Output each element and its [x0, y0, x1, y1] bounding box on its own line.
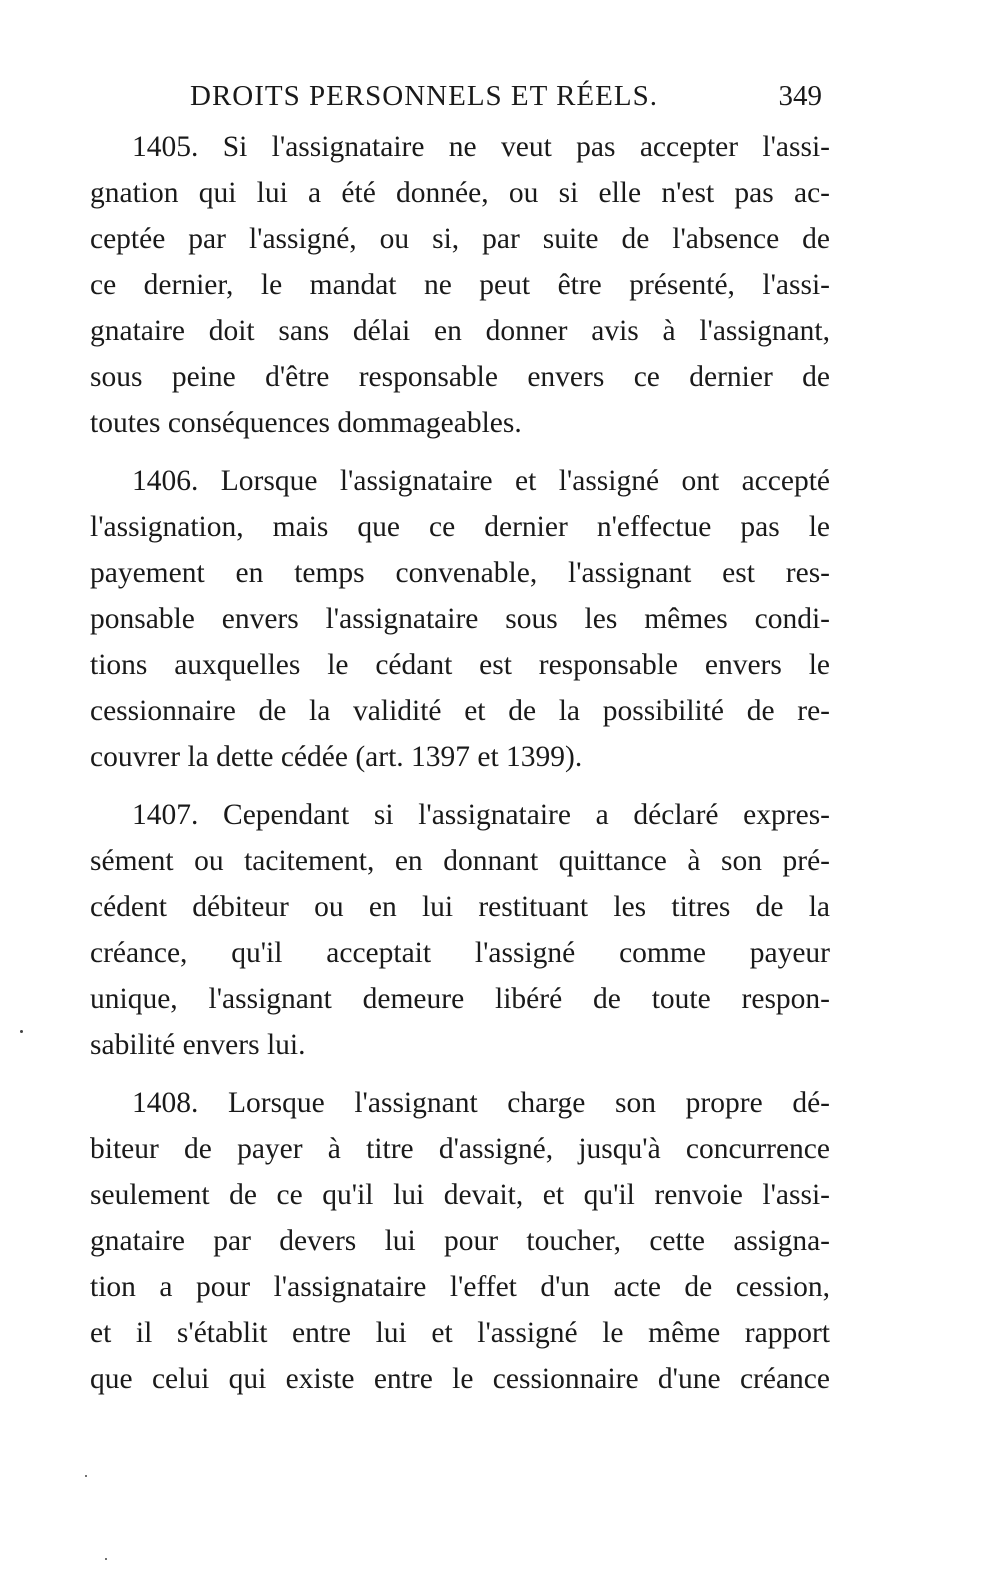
text-line: sous peine d'être responsable envers ce dernier de	[90, 361, 830, 393]
text-line: 1407. Cependant si l'assignataire a déclaré expres-	[132, 799, 830, 831]
book-page	[90, 0, 830, 1584]
scan-speck	[105, 1558, 107, 1560]
running-head	[90, 80, 830, 116]
text-line: tion a pour l'assignataire l'effet d'un acte de cession,	[90, 1271, 830, 1303]
scan-speck	[20, 1030, 23, 1033]
text-line: biteur de payer à titre d'assigné, jusqu'à concurrence	[90, 1133, 830, 1165]
text-line: gnataire doit sans délai en donner avis à l'assignant,	[90, 315, 830, 347]
article-1408	[90, 1080, 830, 1402]
text-line: que celui qui existe entre le cessionnaire d'une créance	[90, 1363, 830, 1395]
article-1405	[90, 124, 830, 446]
text-line: seulement de ce qu'il lui devait, et qu'il renvoie l'assi-	[90, 1179, 830, 1211]
text-line: ponsable envers l'assignataire sous les mêmes condi-	[90, 603, 830, 635]
text-line: cessionnaire de la validité et de la possibilité de re-	[90, 695, 830, 727]
text-line: 1406. Lorsque l'assignataire et l'assigné ont accepté	[132, 465, 830, 497]
text-line: cédent débiteur ou en lui restituant les titres de la	[90, 891, 830, 923]
text-line: 1408. Lorsque l'assignant charge son propre dé-	[132, 1087, 830, 1119]
text-line: créance, qu'il acceptait l'assigné comme payeur	[90, 937, 830, 969]
text-line: unique, l'assignant demeure libéré de toute respon-	[90, 983, 830, 1015]
article-1407	[90, 792, 830, 1068]
text-line: gnation qui lui a été donnée, ou si elle n'est pas ac-	[90, 177, 830, 209]
text-line: ceptée par l'assigné, ou si, par suite de l'absence de	[90, 223, 830, 255]
article-1406	[90, 458, 830, 780]
text-line: payement en temps convenable, l'assignant est res-	[90, 557, 830, 589]
text-line: sément ou tacitement, en donnant quittance à son pré-	[90, 845, 830, 877]
text-line: couvrer la dette cédée (art. 1397 et 1399).	[90, 741, 583, 773]
text-line: sabilité envers lui.	[90, 1029, 306, 1061]
scan-speck	[85, 1475, 87, 1477]
text-line: l'assignation, mais que ce dernier n'effectue pas le	[90, 511, 830, 543]
text-line: 1405. Si l'assignataire ne veut pas accepter l'assi-	[132, 131, 830, 163]
text-line: tions auxquelles le cédant est responsable envers le	[90, 649, 830, 681]
text-line: et il s'établit entre lui et l'assigné le même rapport	[90, 1317, 830, 1349]
page-number: 349	[778, 80, 822, 112]
text-line: ce dernier, le mandat ne peut être présenté, l'assi-	[90, 269, 830, 301]
body-text	[90, 124, 830, 1414]
text-line: gnataire par devers lui pour toucher, cette assigna-	[90, 1225, 830, 1257]
running-title: DROITS PERSONNELS ET RÉELS.	[190, 80, 658, 112]
text-line: toutes conséquences dommageables.	[90, 407, 522, 439]
